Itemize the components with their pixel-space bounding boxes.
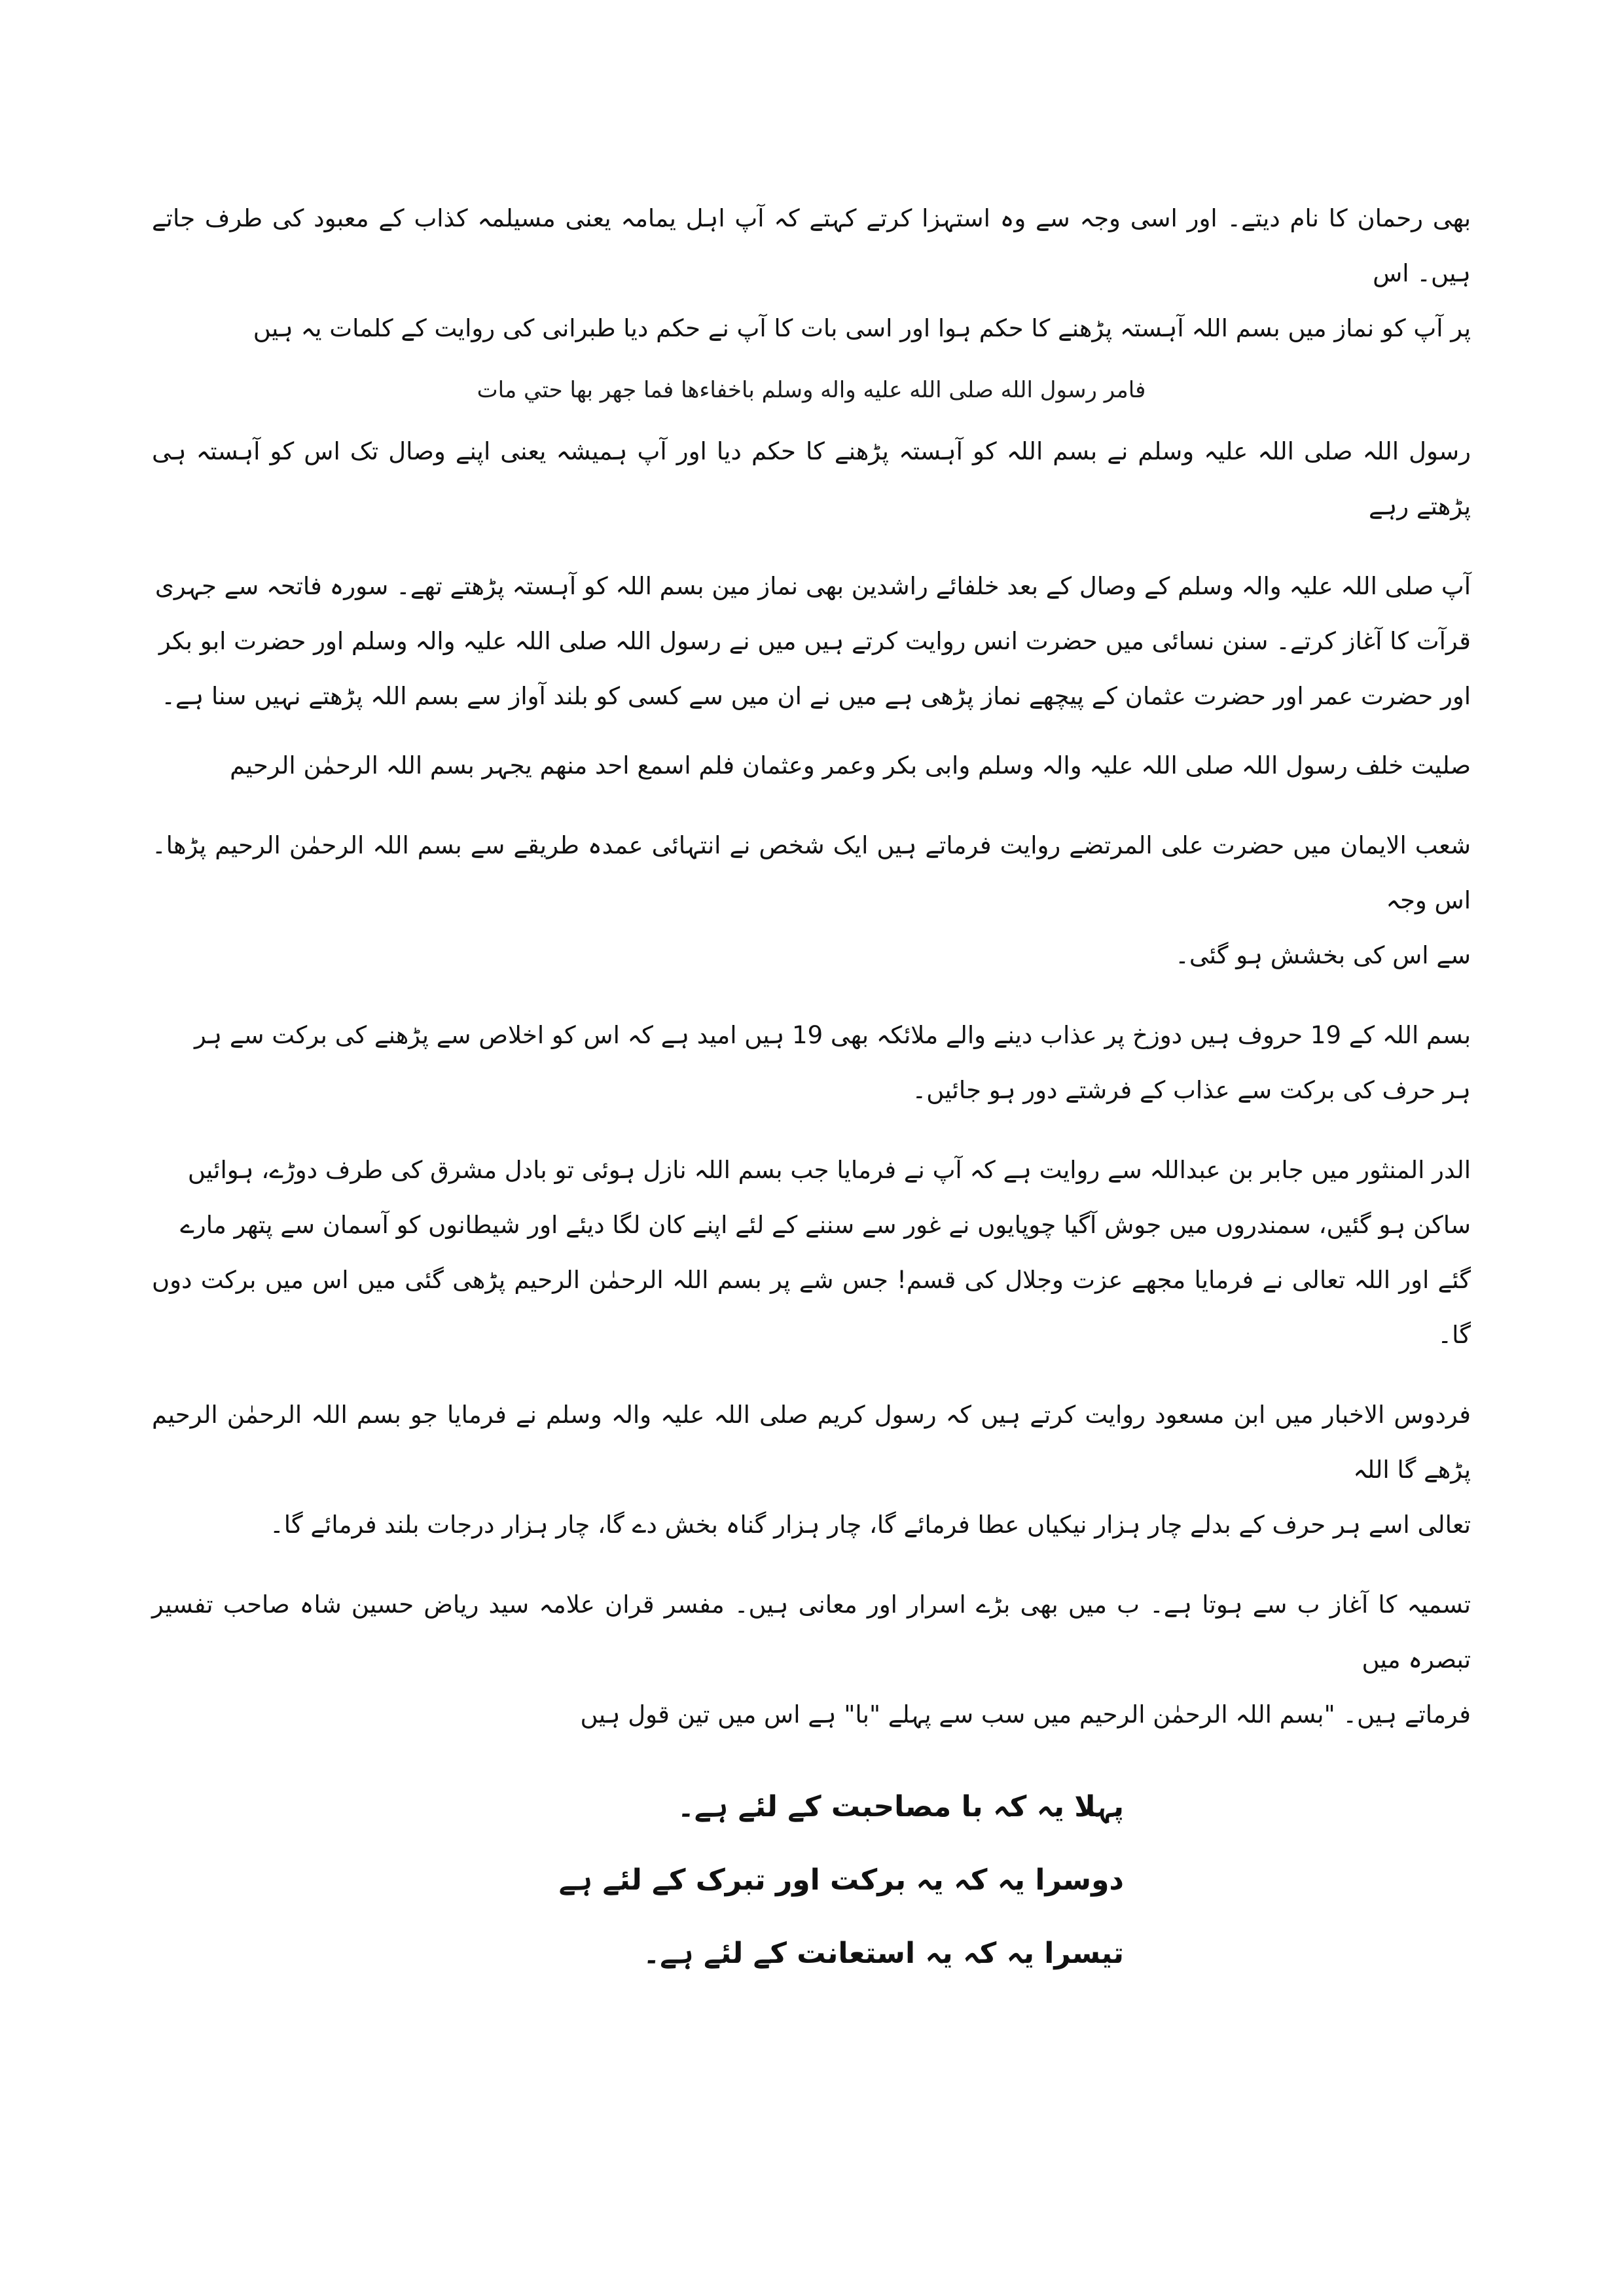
paragraph-4 <box>152 818 1471 983</box>
paragraph-1 <box>152 191 1471 356</box>
paragraph-line: آپ صلی اللہ علیہ والہ وسلم کے وصال کے بعد خلفائے راشدین بھی نماز مین بسم اللہ کو آہستہ پڑھتے تھے۔ سورہ فاتحہ سے جہری <box>154 572 1471 600</box>
paragraph-line: تسمیہ کا آغاز ب سے ہوتا ہے۔ ب میں بھی بڑے اسرار اور معانی ہیں۔ مفسر قران علامہ سید ریاض حسین شاہ صاحب تفسیر تبصرہ میں <box>152 1590 1471 1674</box>
point-2: دوسرا یہ کہ یہ برکت اور تبرک کے لئے ہے <box>558 1863 1124 1897</box>
paragraph-8 <box>152 1577 1471 1742</box>
paragraph-line: اور حضرت عمر اور حضرت عثمان کے پیچھے نماز پڑھی ہے میں نے ان میں سے کسی کو بلند آواز سے بسم اللہ پڑھتے نہیں سنا ہے۔ <box>161 682 1471 710</box>
paragraph-line: بسم اللہ کے 19 حروف ہیں دوزخ پر عذاب دینے والے ملائکہ بھی 19 ہیں امید ہے کہ اس کو اخلاص سے پڑھنے کی برکت سے ہر <box>194 1021 1471 1049</box>
paragraph-line: ساکن ہو گئیں، سمندروں میں جوش آگیا چوپایوں نے غور سے سننے کے لئے اپنے کان لگا دیئے اور شیطانوں کو آسمان سے پتھر مارے <box>180 1211 1471 1239</box>
paragraph-line: رسول اللہ صلی اللہ علیہ وسلم نے بسم اللہ کو آہستہ پڑھنے کا حکم دیا اور آپ ہمیشہ یعنی اپنے وصال تک اس کو آہستہ ہی پڑھتے رہے <box>152 437 1471 520</box>
hadith-quote <box>152 738 1471 793</box>
paragraph-7 <box>152 1388 1471 1552</box>
paragraph-3 <box>152 559 1471 724</box>
point-1: پہلا یہ کہ با مصاحبت کے لئے ہے۔ <box>677 1790 1124 1823</box>
paragraph-line: قرآت کا آغاز کرتے۔ سنن نسائی میں حضرت انس روایت کرتے ہیں میں نے رسول اللہ صلی اللہ علیہ والہ وسلم اور حضرت ابو بکر <box>158 627 1471 655</box>
paragraph-line: سے اس کی بخشش ہو گئی۔ <box>1175 941 1471 969</box>
paragraph-line: گئے اور اللہ تعالی نے فرمایا مجھے عزت وجلال کی قسم! جس شے پر بسم اللہ الرحمٰن الرحیم پڑھی گئی میں اس میں برکت دوں گا۔ <box>152 1266 1471 1349</box>
paragraph-line: الدر المنثور میں جابر بن عبداللہ سے روایت ہے کہ آپ نے فرمایا جب بسم اللہ نازل ہوئی تو بادل مشرق کی طرف دوڑے، ہوائیں <box>187 1156 1471 1184</box>
paragraph-5 <box>152 1008 1471 1118</box>
paragraph-line: شعب الایمان میں حضرت علی المرتضے روایت فرماتے ہیں ایک شخص نے انتہائی عمدہ طریقے سے بسم اللہ الرحمٰن الرحیم پڑھا۔ اس وجہ <box>152 831 1471 914</box>
point-3: تیسرا یہ کہ یہ استعانت کے لئے ہے۔ <box>643 1937 1124 1970</box>
paragraph-line: بھی رحمان کا نام دیتے۔ اور اسی وجہ سے وہ استہزا کرتے کہتے کہ آپ اہل یمامہ یعنی مسیلمہ کذاب کے معبود کی طرف جاتے ہیں۔ اس <box>152 204 1471 287</box>
paragraph-line: پر آپ کو نماز میں بسم اللہ آہستہ پڑھنے کا حکم ہوا اور اسی بات کا آپ نے حکم دیا طبرانی کی روایت کے کلمات یہ ہیں <box>253 314 1471 342</box>
paragraph-6 <box>152 1143 1471 1363</box>
paragraph-line: فردوس الاخبار میں ابن مسعود روایت کرتے ہیں کہ رسول کریم صلی اللہ علیہ والہ وسلم نے فرمایا جو بسم اللہ الرحمٰن الرحیم پڑھے گا اللہ <box>152 1401 1471 1484</box>
paragraph-line: ہر حرف کی برکت سے عذاب کے فرشتے دور ہو جائیں۔ <box>912 1076 1471 1104</box>
paragraph-line: صلیت خلف رسول اللہ صلی اللہ علیہ والہ وسلم وابی بکر وعمر وعثمان فلم اسمع احد منھم یجہر بسم اللہ الرحمٰن الرحیم <box>230 751 1471 780</box>
paragraph-line: تعالی اسے ہر حرف کے بدلے چار ہزار نیکیاں عطا فرمائے گا، چار ہزار گناہ بخش دے گا، چار ہزار درجات بلند فرمائے گا۔ <box>270 1511 1471 1539</box>
arabic-quote: فامر رسول الله صلى الله عليه واله وسلم باخفاءها فما جهر بها حتي مات <box>477 377 1146 403</box>
paragraph-line: فرماتے ہیں۔ "بسم اللہ الرحمٰن الرحیم میں سب سے پہلے "با" ہے اس میں تین قول ہیں <box>580 1700 1471 1729</box>
document-body <box>152 191 1471 1983</box>
paragraph-2 <box>152 424 1471 534</box>
